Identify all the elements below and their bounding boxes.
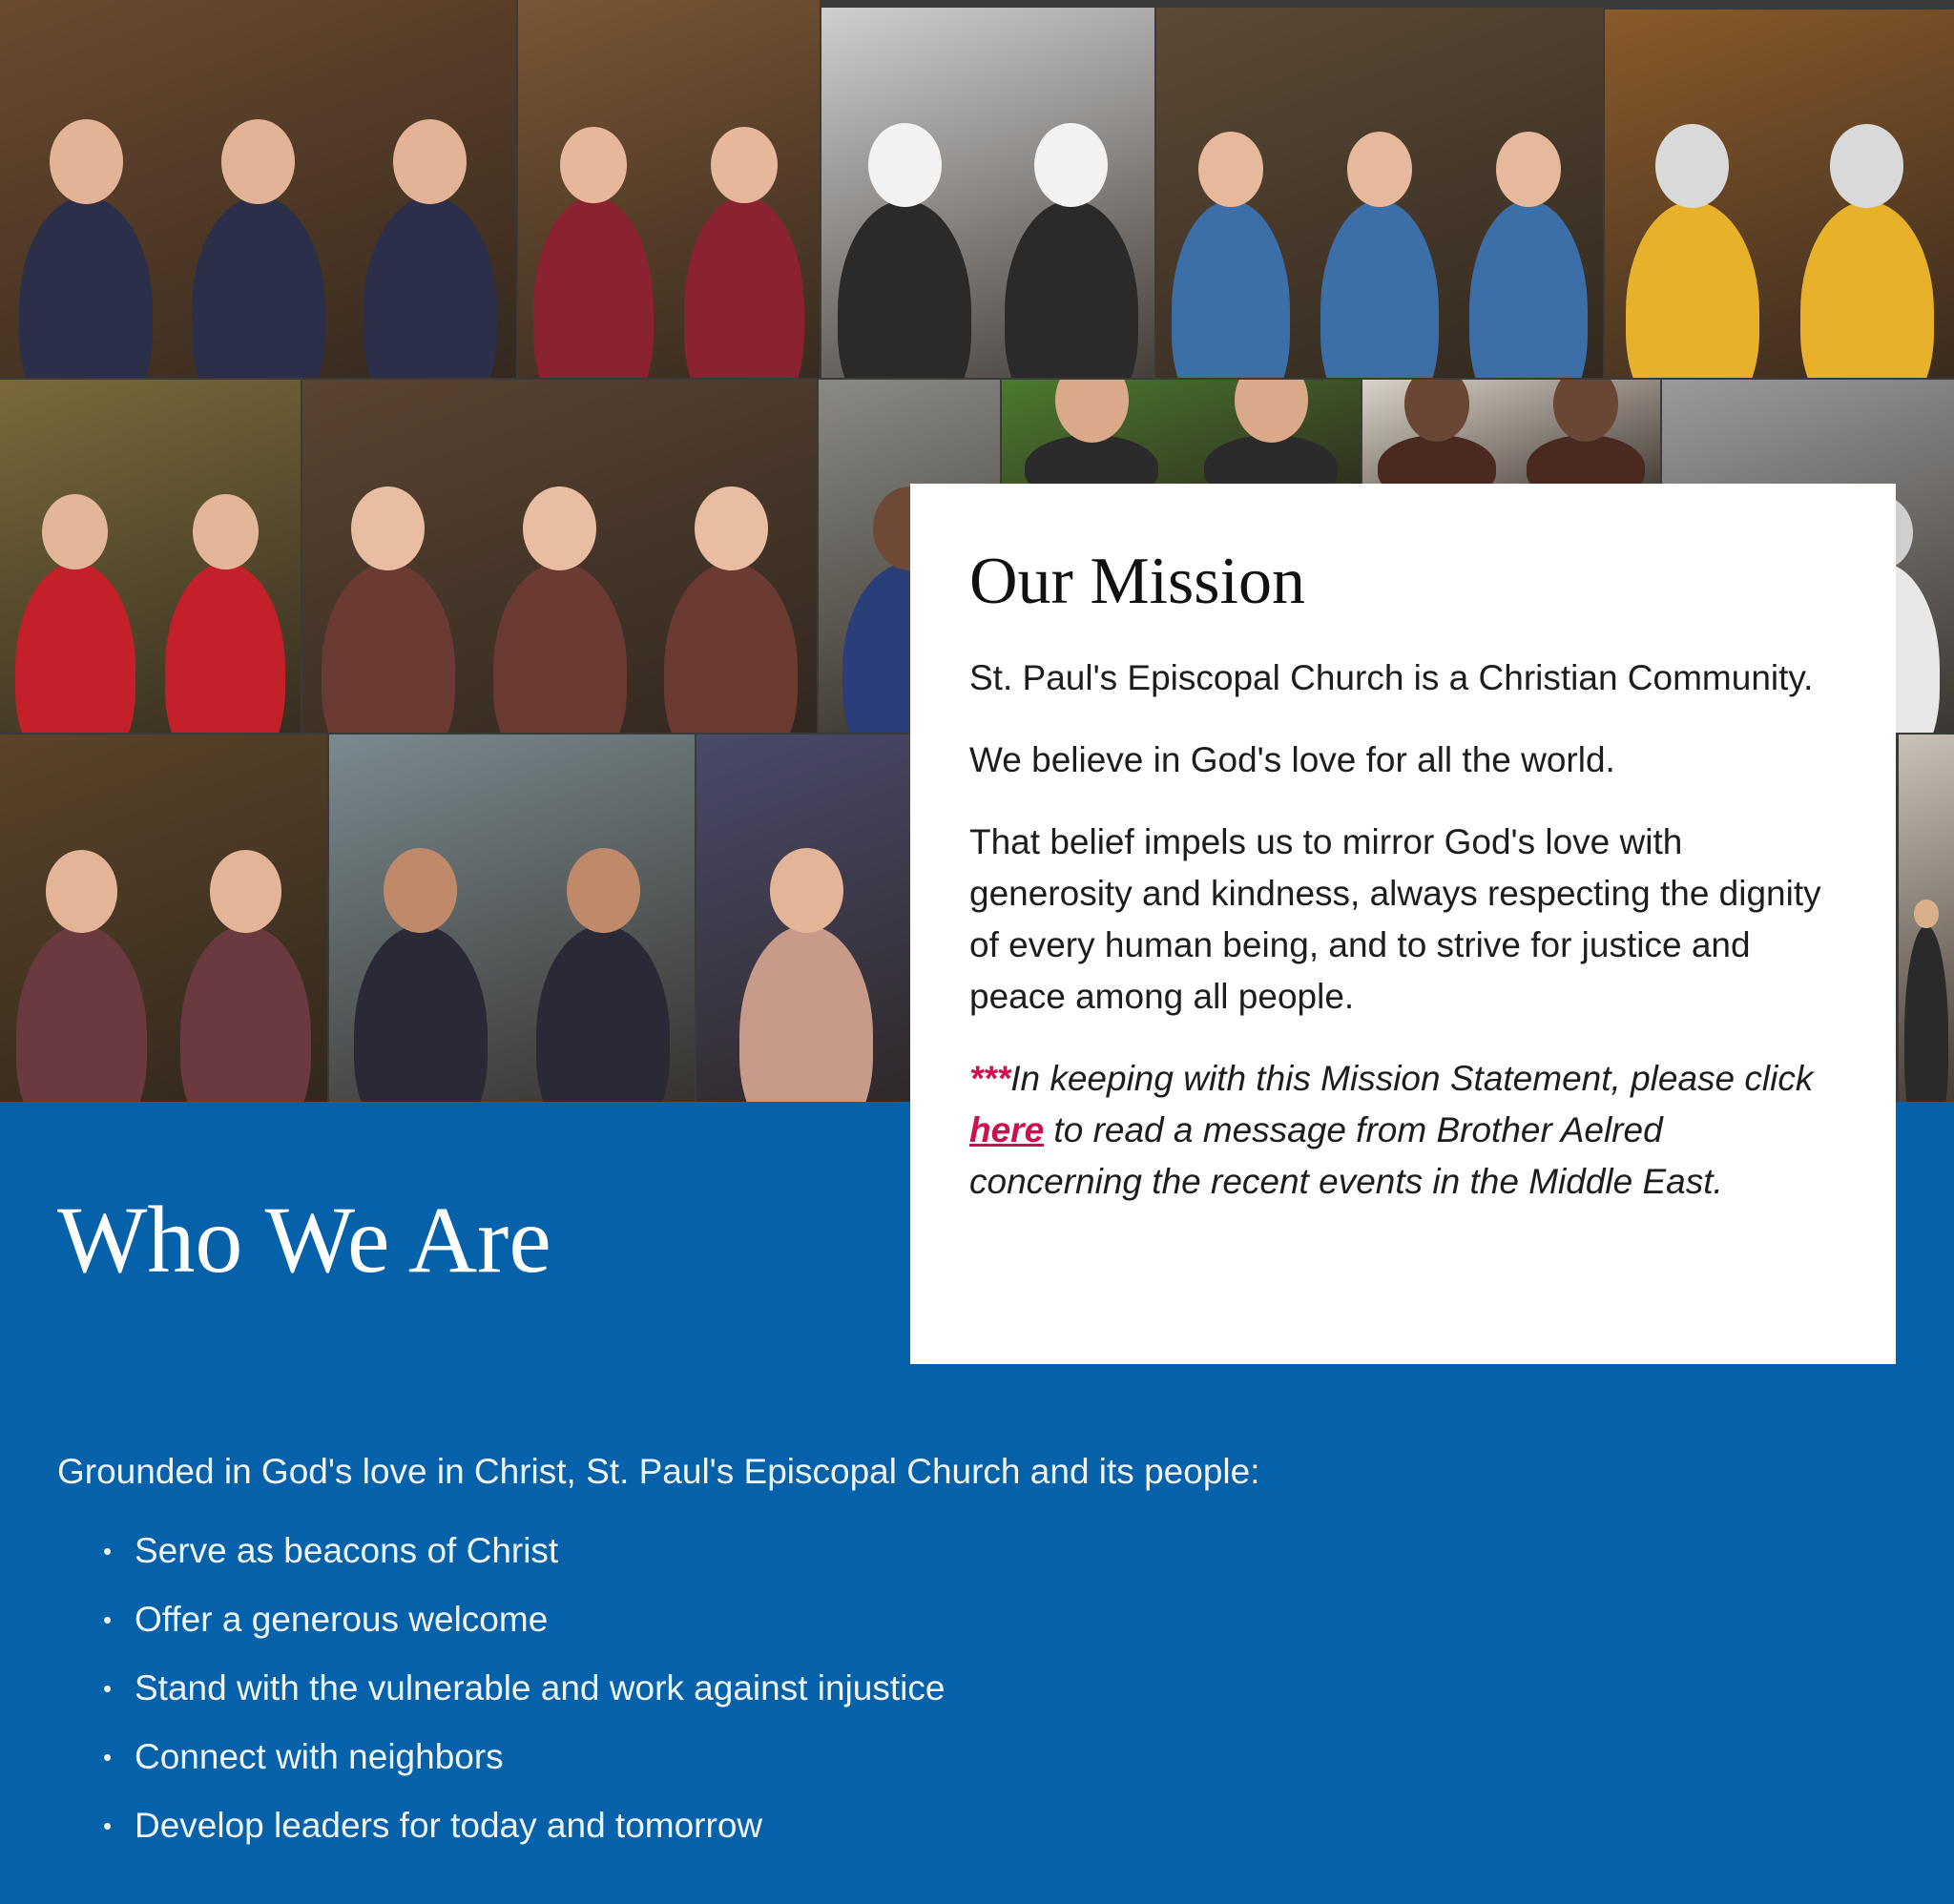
mission-card bbox=[910, 484, 1896, 1364]
mission-paragraph-belief: We believe in God's love for all the world. bbox=[969, 740, 1615, 779]
family-group-photo bbox=[0, 0, 516, 378]
note-text-before: In keeping with this Mission Statement, please click bbox=[1010, 1059, 1814, 1098]
list-item-text: Connect with neighbors bbox=[135, 1737, 504, 1776]
seated-parishioners-photo bbox=[302, 380, 817, 733]
mission-heading: Our Mission bbox=[969, 545, 1305, 618]
outdoor-woman-photo bbox=[1002, 380, 1361, 486]
list-item-text: Serve as beacons of Christ bbox=[135, 1531, 559, 1570]
values-list bbox=[103, 1517, 945, 1860]
smiling-woman-photo bbox=[1362, 380, 1660, 486]
young-adults-photo bbox=[1156, 8, 1603, 378]
note-text-after: to read a message from Brother Aelred concerning the recent events in the Middle East. bbox=[969, 1110, 1723, 1201]
mission-paragraph-impels: That belief impels us to mirror God's love with generosity and kindness, always respecting the dignity of every human being, and to strive for justice and peace among all people. bbox=[969, 822, 1821, 1016]
mission-note bbox=[969, 1053, 1837, 1208]
clergy-friends-photo bbox=[329, 735, 695, 1102]
woman-red-sweater-photo bbox=[0, 380, 301, 733]
who-we-are-intro: Grounded in God's love in Christ, St. Paul's Episcopal Church and its people: bbox=[57, 1452, 1260, 1491]
bullet-icon: • bbox=[103, 1605, 113, 1634]
edge-right-photo bbox=[1899, 735, 1954, 1102]
note-asterisks: *** bbox=[969, 1059, 1011, 1098]
list-item-text: Develop leaders for today and tomorrow bbox=[135, 1806, 763, 1845]
list-item-text: Stand with the vulnerable and work against injustice bbox=[135, 1668, 946, 1707]
list-item bbox=[103, 1585, 945, 1654]
elderly-woman-photo bbox=[0, 735, 327, 1102]
mardi-gras-mask-photo bbox=[1605, 10, 1954, 378]
bullet-icon: • bbox=[103, 1674, 113, 1703]
wedding-bubbles-photo bbox=[821, 8, 1154, 378]
photo-booth-party-photo bbox=[696, 735, 916, 1102]
bullet-icon: • bbox=[103, 1811, 113, 1840]
list-item bbox=[103, 1517, 945, 1585]
list-item bbox=[103, 1791, 945, 1860]
list-item bbox=[103, 1723, 945, 1791]
here-link[interactable]: here bbox=[969, 1110, 1045, 1149]
list-item bbox=[103, 1654, 945, 1723]
who-we-are-heading: Who We Are bbox=[57, 1187, 551, 1293]
couple-portrait-photo bbox=[518, 0, 820, 378]
bullet-icon: • bbox=[103, 1743, 113, 1771]
list-item-text: Offer a generous welcome bbox=[135, 1600, 549, 1639]
bullet-icon: • bbox=[103, 1537, 113, 1565]
mission-paragraph-community: St. Paul's Episcopal Church is a Christian Community. bbox=[969, 658, 1814, 697]
